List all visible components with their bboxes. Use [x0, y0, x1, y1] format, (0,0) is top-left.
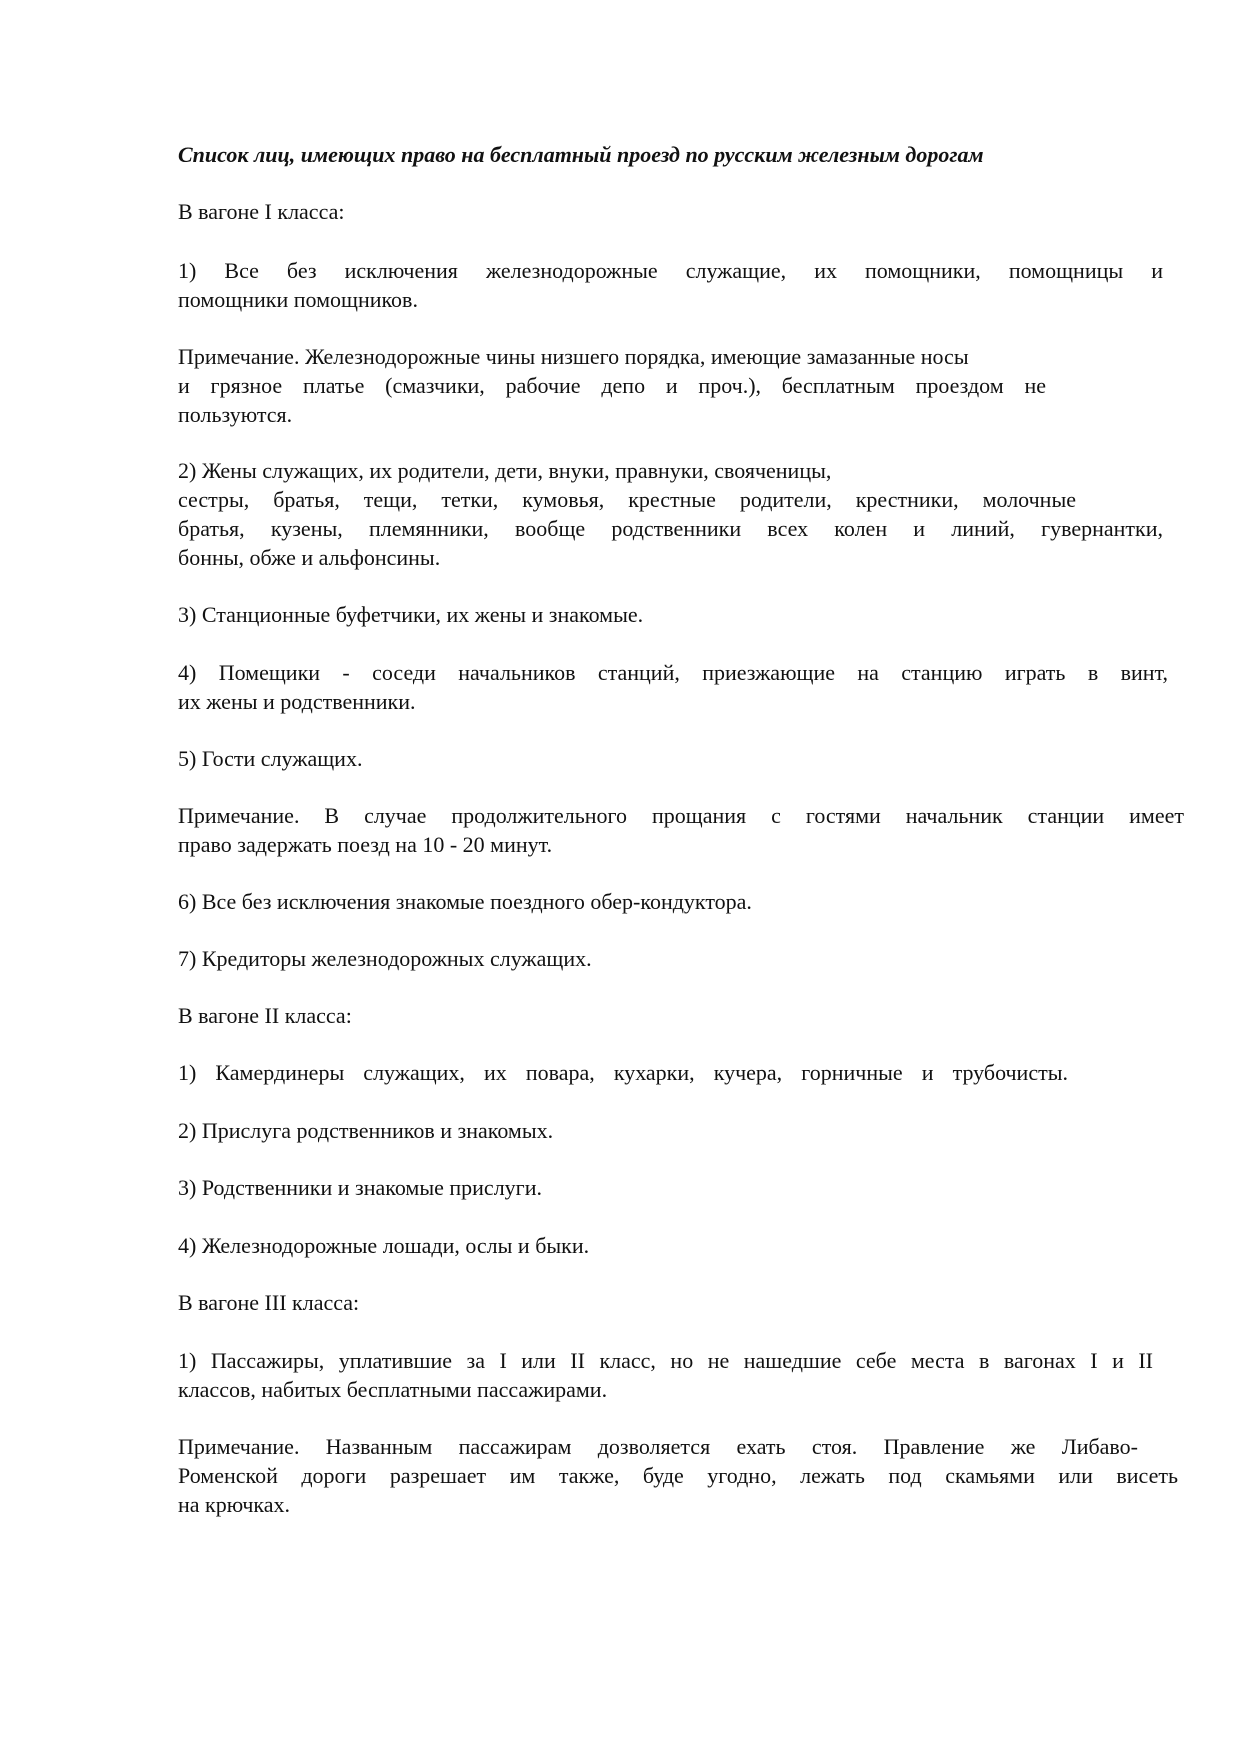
class1-item2 — [178, 456, 1163, 572]
class1-heading-text: В вагоне I класса: — [178, 199, 345, 224]
class1-note1-line2: и грязное платье (смазчики, рабочие депо и проч.), бесплатным проездом не — [178, 373, 1046, 398]
class3-note-line2: Роменской дороги разрешает им также, буде угодно, лежать под скамьями или висеть — [178, 1463, 1178, 1488]
class2-item4-text: 4) Железнодорожные лошади, ослы и быки. — [178, 1233, 590, 1258]
class3-item1 — [178, 1346, 1153, 1404]
class1-item1-line1: 1) Все без исключения железнодорожные служащие, их помощники, помощницы и — [178, 258, 1163, 283]
class2-heading-text: В вагоне II класса: — [178, 1003, 352, 1028]
class2-item4 — [178, 1231, 1178, 1260]
class1-item5-text: 5) Гости служащих. — [178, 746, 363, 771]
class3-heading-text: В вагоне III класса: — [178, 1290, 360, 1315]
class1-item1-line2: помощники помощников. — [178, 287, 418, 312]
class2-heading — [178, 1001, 1178, 1030]
class2-item1-text: 1) Камердинеры служащих, их повара, кухарки, кучера, горничные и трубочисты. — [178, 1060, 1068, 1085]
class2-item2-text: 2) Прислуга родственников и знакомых. — [178, 1118, 554, 1143]
class1-item7 — [178, 944, 1178, 973]
class3-note-line1: Примечание. Названным пассажирам дозволяется ехать стоя. Правление же Либаво- — [178, 1434, 1138, 1459]
class2-item3 — [178, 1173, 1178, 1202]
class1-note2-line2: право задержать поезд на 10 - 20 минут. — [178, 832, 553, 857]
class1-item4-line1: 4) Помещики - соседи начальников станций, приезжающие на станцию играть в винт, — [178, 660, 1168, 685]
class3-item1-line2: классов, набитых бесплатными пассажирами. — [178, 1377, 608, 1402]
class2-item2 — [178, 1116, 1178, 1145]
class3-note — [178, 1432, 1178, 1519]
class1-item3-text: 3) Станционные буфетчики, их жены и знакомые. — [178, 602, 644, 627]
document-title: Список лиц, имеющих право на бесплатный проезд по русским железным дорогам — [178, 142, 984, 167]
class1-item3 — [178, 600, 1178, 629]
class3-heading — [178, 1288, 1178, 1317]
class3-note-line3: на крючках. — [178, 1492, 291, 1517]
class1-note2 — [178, 801, 1184, 859]
class1-note2-line1: Примечание. В случае продолжительного прощания с гостями начальник станции имеет — [178, 803, 1184, 828]
class1-item2-line1: 2) Жены служащих, их родители, дети, внуки, правнуки, свояченицы, — [178, 458, 832, 483]
class1-item2-line3: братья, кузены, племянники, вообще родственники всех колен и линий, гувернантки, — [178, 516, 1163, 541]
class1-item6-text: 6) Все без исключения знакомые поездного обер-кондуктора. — [178, 889, 752, 914]
class1-item7-text: 7) Кредиторы железнодорожных служащих. — [178, 946, 592, 971]
class1-item4 — [178, 658, 1168, 716]
class1-note1 — [178, 342, 1083, 429]
class1-note1-line1: Примечание. Железнодорожные чины низшего порядка, имеющие замазанные носы — [178, 344, 969, 369]
class1-item4-line2: их жены и родственники. — [178, 689, 416, 714]
class1-item6 — [178, 887, 1178, 916]
class2-item1 — [178, 1058, 1068, 1087]
class2-item3-text: 3) Родственники и знакомые прислуги. — [178, 1175, 542, 1200]
class1-note1-line3: пользуются. — [178, 402, 293, 427]
class1-item2-line2: сестры, братья, тещи, тетки, кумовья, крестные родители, крестники, молочные — [178, 487, 1076, 512]
class1-item5 — [178, 744, 1178, 773]
class1-item1 — [178, 256, 1163, 314]
class3-item1-line1: 1) Пассажиры, уплатившие за I или II класс, но не нашедшие себе места в вагонах I и II — [178, 1348, 1153, 1373]
class1-heading — [178, 197, 1178, 226]
class1-item2-line4: бонны, обже и альфонсины. — [178, 545, 441, 570]
